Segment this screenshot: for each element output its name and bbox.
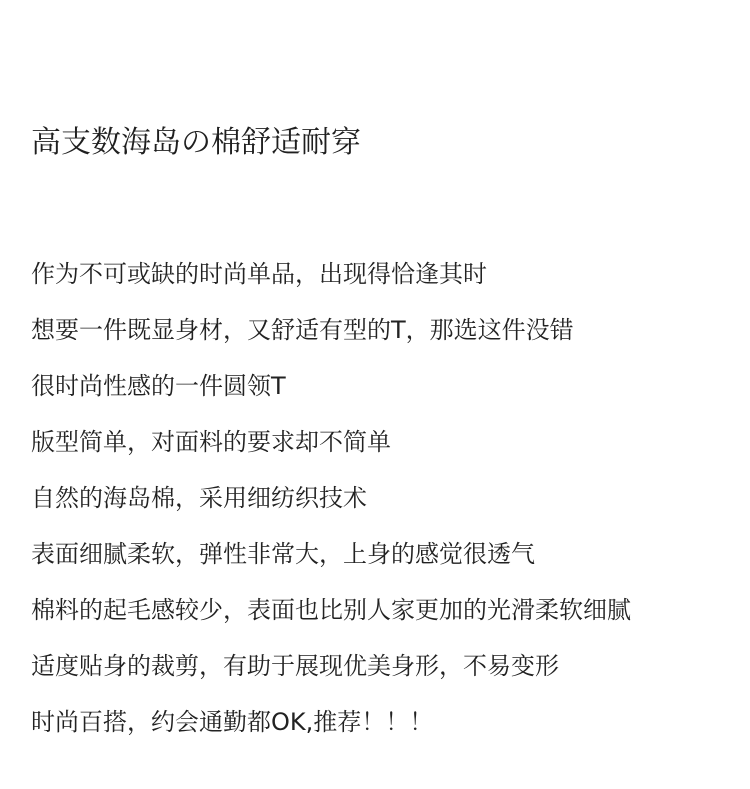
description-line: 作为不可或缺的时尚单品，出现得恰逢其时 (31, 260, 487, 288)
description-list (31, 257, 631, 761)
description-line: 很时尚性感的一件圆领T (31, 372, 286, 400)
description-line: 自然的海岛棉，采用细纺织技术 (31, 484, 367, 512)
description-line: 版型简单，对面料的要求却不简单 (31, 428, 391, 456)
description-line: 适度贴身的裁剪，有助于展现优美身形，不易变形 (31, 652, 559, 680)
description-line: 表面细腻柔软，弹性非常大，上身的感觉很透气 (31, 540, 535, 568)
page-title: 高支数海岛の棉舒适耐穿 (31, 125, 361, 160)
description-line: 棉料的起毛感较少，表面也比别人家更加的光滑柔软细腻 (31, 596, 631, 624)
description-line: 时尚百搭，约会通勤都OK,推荐！！！ (31, 708, 434, 736)
description-line: 想要一件既显身材，又舒适有型的T，那选这件没错 (31, 316, 574, 344)
